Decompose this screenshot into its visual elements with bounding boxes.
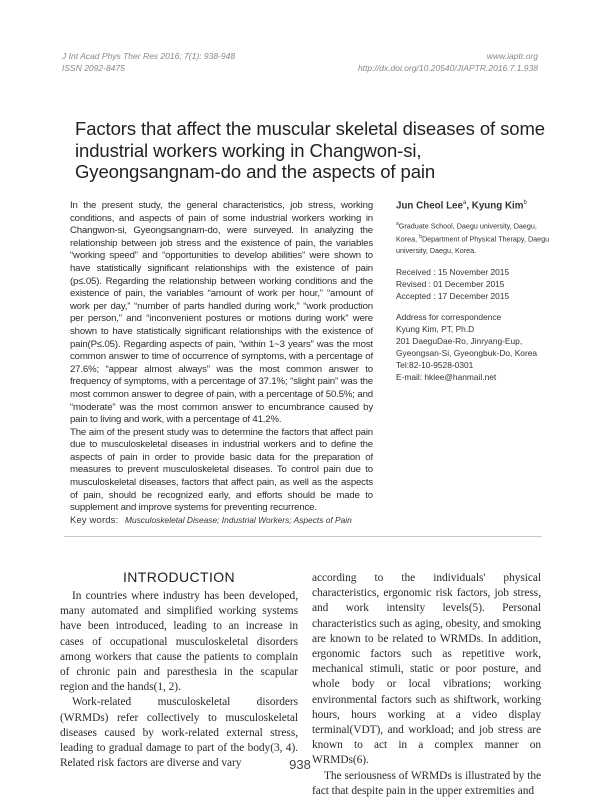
body-paragraph: according to the individuals' physical characteristics, ergonomic risk factors, job stress, and work intensity levels(5). Personal characteristics such as aging, obesity, and smoking are known to be related to WRMDs. In addition, ergonomic factors such as repetitive work, mechanical stimuli, static or poor posture, and whole body or local vibrations; working environmental factors such as shiftwork, working hours, hours working at a video display terminal(VDT), and workload; and job stress are known to act in a complex manner on WRMDs(6). [312,572,541,767]
article-dates [396,266,556,302]
abstract-paragraph-2: The aim of the present study was to determine the factors that affect pain due to musculoskeletal diseases in industrial workers and to define the aspects of pain in order to provide basic data for the preparation of measures to prevent musculoskeletal diseases. To control pain due to musculoskeletal diseases, factors that affect pain, as well as the aspects of pain, should be recognized early, and efforts should be made to supplement and improve systems for preventing recurrence. [70,426,373,514]
correspondence-address-line: Gyeongsan-Si, Gyeongbuk-Do, Korea [396,348,538,359]
received-date: Received : 15 November 2015 [396,267,510,278]
abstract [70,200,373,515]
correspondence-name: Kyung Kim, PT, Ph.D [396,324,475,335]
author-name: Jun Cheol Lee [396,200,463,212]
running-header-right [358,50,538,74]
correspondence [396,311,556,383]
author-affiliation-mark: a [462,200,467,206]
author-name: Kyung Kim [471,200,524,212]
issn: ISSN 2092-8475 [62,63,125,73]
affiliation-mark: b [419,234,422,241]
keywords [70,514,400,525]
author-affiliation-mark: b [523,200,527,206]
correspondence-phone: Tel:82-10-9528-0301 [396,360,474,371]
affiliations [396,219,556,256]
affiliation-a: Graduate School, Daegu university, Daegu, Korea, [396,221,537,244]
author-info-panel [396,200,556,383]
running-header-left [62,50,235,74]
author-separator: , [466,200,472,212]
revised-date: Revised : 01 December 2015 [396,279,505,290]
affiliation-mark: a [396,221,399,228]
accepted-date: Accepted : 17 December 2015 [396,291,510,302]
author-list [396,200,556,211]
correspondence-heading: Address for correspondence [396,312,502,323]
keywords-label: Key words: [70,514,119,525]
journal-website-link[interactable]: www.iaptr.org [486,51,538,61]
correspondence-address-line: 201 DaeguDae-Ro, Jinryang-Eup, [396,336,523,347]
body-paragraph: Work-related musculoskeletal disorders (WRMDs) refer collectively to musculoskeletal diseases caused by work-related external stress, leading to gradual damage to part of the body(3, 4). Related risk factors are diverse and vary [60,696,298,770]
journal-citation: J Int Acad Phys Ther Res 2016; 7(1): 938-948 [62,51,236,61]
affiliation-b: Department of Physical Therapy, Daegu university, Daegu, Korea. [396,234,550,255]
introduction-heading: INTRODUCTION [122,569,236,585]
keywords-values: Musculoskeletal Disease; Industrial Workers; Aspects of Pain [124,515,352,525]
body-paragraph: The seriousness of WRMDs is illustrated by the fact that despite pain in the upper extremities and [312,769,541,797]
abstract-paragraph-1: In the present study, the general characteristics, job stress, working conditions, and aspects of pain of some industrial workers working in Changwon-si, Gyeongsangnam-do, were surveyed. In analyzing the relationship between job stress and the existence of pain, the variables “working speed” and “opportunities to develop abilities” were shown to have statistically significant relationships with the existence of pain (p≤.05). Regarding the relationship between working conditions and the existence of pain, the variables “amount of work per hour,” “amount of work per day,” “number of parts handled during work,” “work production per person,” and “inconvenient postures or motions during work” were shown to have statistically significant relationships with the existence of pain(P≤.05). Regarding aspects of pain, “within 1~3 years” was the most common answer to time of occurrence of symptoms, with a percentage of 27.6%; “appear almost always” was the most common answer to frequency of symptoms, with a percentage of 37.1%; “slight pain” was the most common answer to degree of pain, with a percentage of 50.5%; and “moderate” was the most common answer to encumbrance caused by pain to living and work, with a percentage of 41.2%. [70,200,373,426]
body-paragraph: In countries where industry has been developed, many automated and simplified working systems have been introduced, leading to an increase in cases of occupational musculoskeletal disorders among workers that cause the patients to complain of chronic pain and paresthesia in the scapular region and the hands(1, 2). [60,590,298,694]
correspondence-email[interactable]: E-mail: hklee@hanmail.net [396,372,497,383]
section-divider [64,536,542,537]
page-number: 938 [289,757,311,772]
article-title: Factors that affect the muscular skeletal diseases of some industrial workers working in Changwon-si, Gyeongsangnam-do and the aspects of pain [75,118,545,182]
body-column-left [60,589,298,771]
doi-link[interactable]: http://dx.doi.org/10.20540/JIAPTR.2016.7.1.938 [357,63,538,73]
